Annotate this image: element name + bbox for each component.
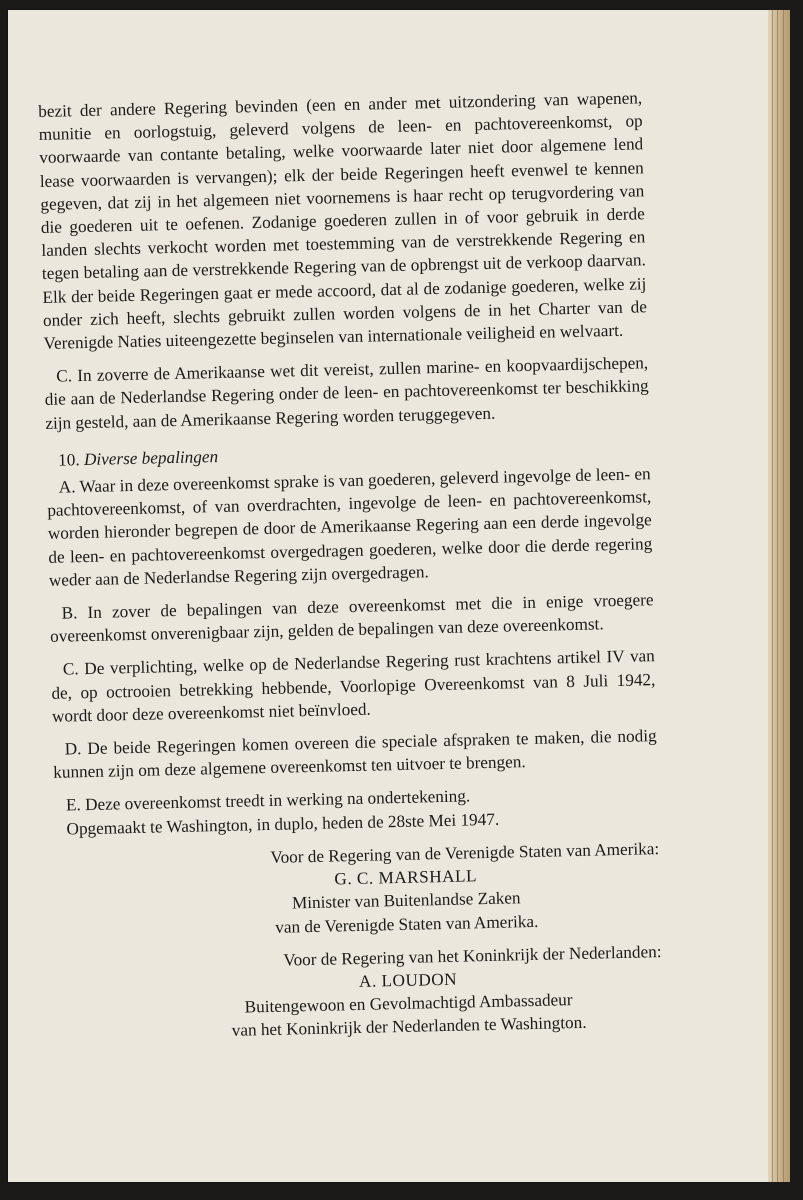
closing-line: Opgemaakt te Washington, in duplo, heden de 28ste Mei 1947.: [66, 809, 500, 839]
clause-c: C. De verplichting, welke op de Nederlandse Regering rust krachtens artikel IV van de, op octrooien betrekking hebbende, Voorlopige Overeenkomst van 8 Juli 1942, wordt door deze overeenkomst niet beïnvloed.: [51, 646, 656, 726]
signatory-name: G. C. MARSHALL: [334, 866, 478, 889]
signatory-title: Minister van Buitenlandse Zaken: [291, 888, 521, 913]
signatory-title: van het Koninkrijk der Nederlanden te Washington.: [231, 1013, 587, 1041]
section-title: Diverse bepalingen: [83, 446, 219, 469]
signature-heading: Voor de Regering van de Verenigde Staten van Amerika:: [270, 838, 660, 867]
page-edge-line: [772, 10, 773, 1182]
section-number: 10.: [57, 449, 80, 470]
paragraph-continuation: bezit der andere Regering bevinden (een en ander met uitzondering van wapenen, munitie en oorlogstuig, geleverd volgens de leen- en pachtovereenkomst, op voorwaarde van contante betaling, welke voorwaarde later niet door algemene lend lease voorwaarden is vervangen); elk der beide Regeringen heeft evenwel te kennen gegeven, dat zij in het algemeen niet voornemens is haar recht op terugvordering van die goederen uit te oefenen. Zodanige goederen zullen in of voor gebruik in derde landen slechts verkocht worden met toestemming van de verstrekkende Regering en tegen betaling aan de verstrekkende Regering van de opbrengst uit de verkoop daarvan. Elk der beide Regeringen gaat er mede accoord, dat al de zodanige goederen, welke zij onder zich heeft, slechts gebruikt zullen worden volgens de in het Charter van de Verenigde Naties uiteengezette beginselen van internationale veiligheid en welvaart.: [38, 88, 648, 353]
clause-b: B. In zover de bepalingen van deze overeenkomst met die in enige vroegere overeenkomst onverenigbaar zijn, gelden de bepalingen van deze overeenkomst.: [49, 590, 654, 647]
signature-heading: Voor de Regering van het Koninkrijk der Nederlanden:: [283, 941, 662, 970]
clause-d: D. De beide Regeringen komen overeen die speciale afspraken te maken, die nodig kunnen zijn om deze algemene overeenkomst ten uitvoer te brengen.: [53, 726, 657, 783]
clause-e: E. Deze overeenkomst treedt in werking na ondertekening.: [65, 786, 471, 816]
paragraph-c: C. In zoverre de Amerikaanse wet dit vereist, zullen marine- en koopvaardijschepen, die aan de Nederlandse Regering onder de leen- en pachtovereenkomst ter beschikking zijn gesteld, aan de Amerikaanse Regering worden teruggegeven.: [44, 353, 649, 433]
clause-a: A. Waar in deze overeenkomst sprake is van goederen, geleverd ingevolge de leen- en pachtovereenkomst, of van overdrachten, ingevolge de leen- en pachtovereenkomst, worden hieronder begrepen de door de Amerikaanse Regering aan een derde ingevolge de leen- en pachtovereenkomst overgedragen goederen, welke door die derde regering weder aan de Nederlandse Regering zijn overgedragen.: [47, 464, 653, 590]
signature-block-us: [55, 837, 661, 943]
signatory-title: Buitengewoon en Gevolmachtigd Ambassadeur: [244, 990, 573, 1017]
document-body: [38, 86, 663, 1046]
signatory-title: van de Verenigde Staten van Amerika.: [275, 911, 539, 937]
signature-block-nl: [57, 940, 663, 1046]
signatory-name: A. LOUDON: [358, 969, 458, 991]
page-edge-line: [777, 10, 778, 1182]
page-edge-line: [783, 10, 784, 1182]
